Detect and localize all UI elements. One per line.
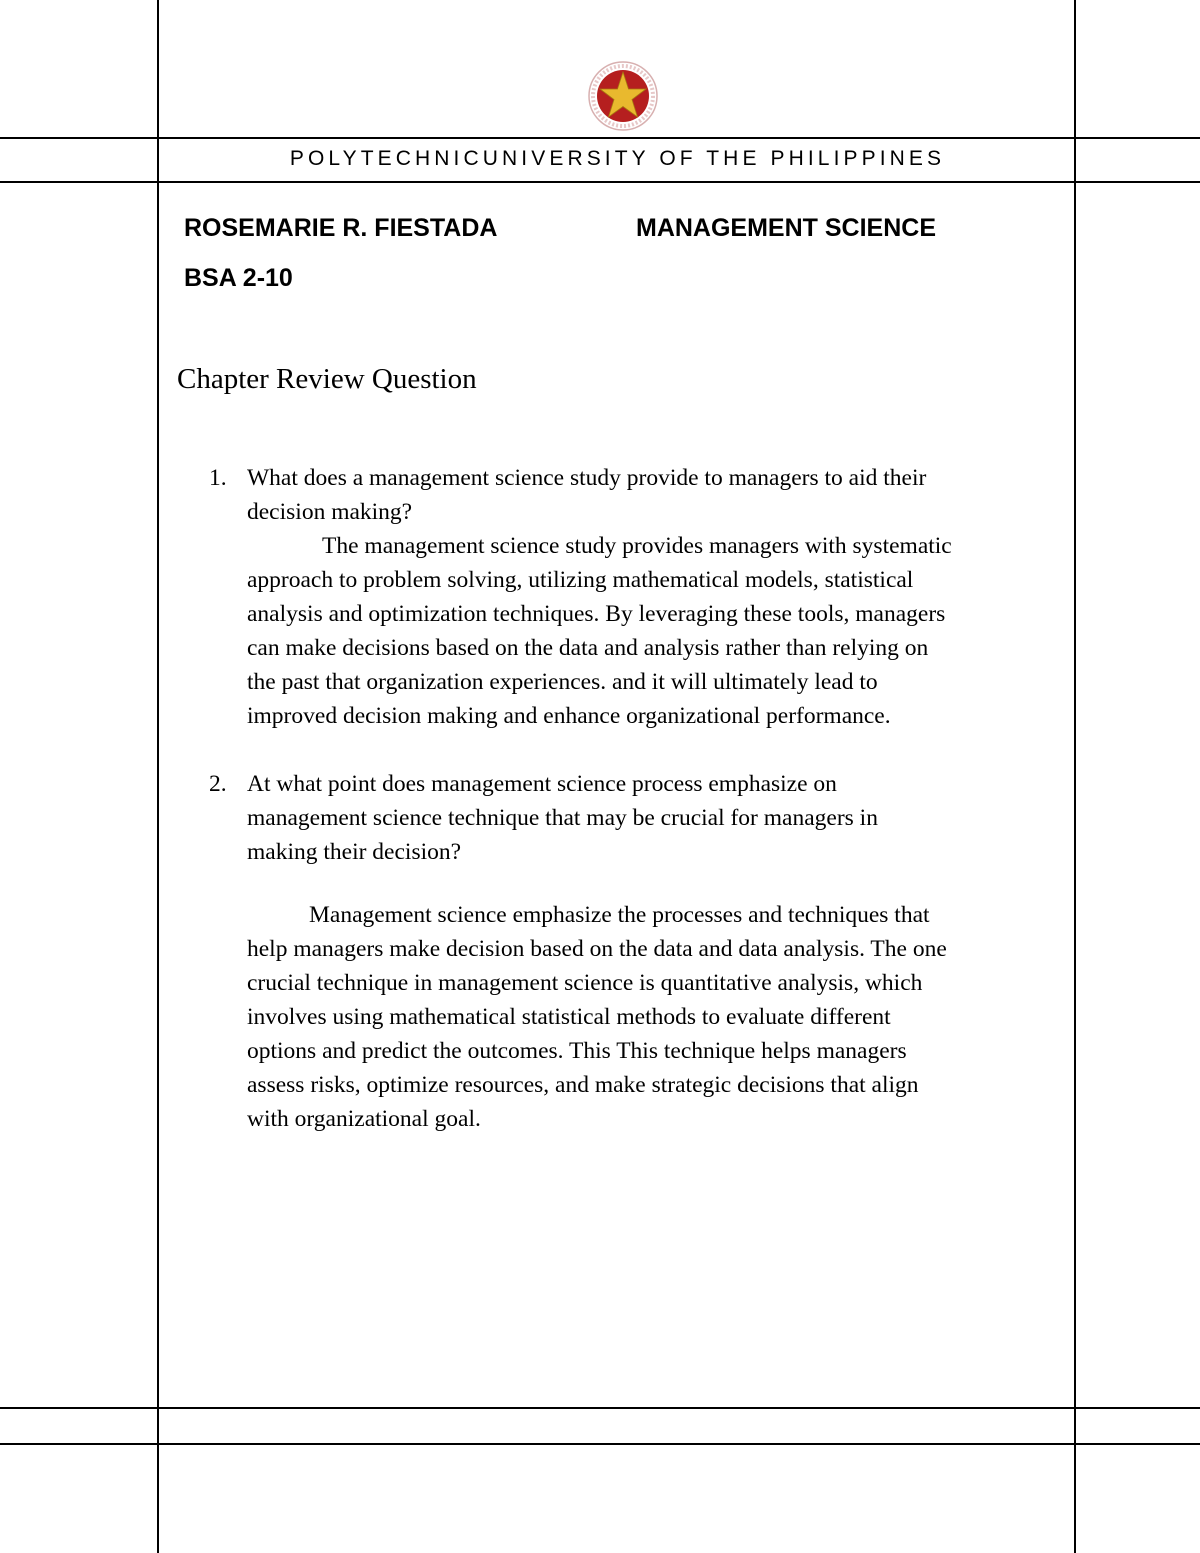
header-bottom-rule: [0, 181, 1200, 183]
answer-text-line: assess risks, optimize resources, and make strategic decisions that align: [247, 1072, 919, 1098]
question-block-2: [209, 767, 1077, 869]
answer-text-line: The management science study provides managers with systematic: [322, 533, 952, 559]
answer-text-line: Management science emphasize the processes and techniques that: [309, 902, 930, 928]
student-name: ROSEMARIE R. FIESTADA: [184, 214, 498, 242]
question-text-line: management science technique that may be crucial for managers in: [247, 805, 878, 831]
footer-bottom-rule: [0, 1443, 1200, 1445]
answer-text-line: crucial technique in management science is quantitative analysis, which: [247, 970, 923, 996]
question-text-line: decision making?: [247, 499, 413, 525]
subject-title: MANAGEMENT SCIENCE: [636, 214, 937, 242]
answer-text-line: can make decisions based on the data and analysis rather than relying on: [247, 635, 929, 661]
header-top-rule: [0, 137, 1200, 139]
question-text-line: At what point does management science process emphasize on: [247, 771, 837, 797]
question-number: 2.: [209, 771, 227, 797]
university-seal-icon: [586, 60, 660, 132]
answer-text-line: with organizational goal.: [247, 1106, 481, 1132]
answer-text-line: approach to problem solving, utilizing mathematical models, statistical: [247, 567, 914, 593]
question-text-line: making their decision?: [247, 839, 462, 865]
answer-block-2: [247, 898, 1077, 1136]
answer-text-line: the past that organization experiences. and it will ultimately lead to: [247, 669, 878, 695]
answer-text-line: involves using mathematical statistical methods to evaluate different: [247, 1004, 891, 1030]
left-margin-rule: [157, 0, 159, 1553]
university-name: POLYTECHNICUNIVERSITY OF THE PHILIPPINES: [289, 147, 946, 170]
answer-text-line: options and predict the outcomes. This This technique helps managers: [247, 1038, 907, 1064]
question-block-1: [209, 461, 1077, 733]
question-text-line: What does a management science study provide to managers to aid their: [247, 465, 927, 491]
answer-text-line: help managers make decision based on the data and data analysis. The one: [247, 936, 947, 962]
chapter-title: Chapter Review Question: [177, 363, 477, 395]
footer-top-rule: [0, 1407, 1200, 1409]
student-section: BSA 2-10: [184, 264, 293, 292]
answer-text-line: analysis and optimization techniques. By leveraging these tools, managers: [247, 601, 946, 627]
answer-text-line: improved decision making and enhance organizational performance.: [247, 703, 891, 729]
question-number: 1.: [209, 465, 227, 491]
